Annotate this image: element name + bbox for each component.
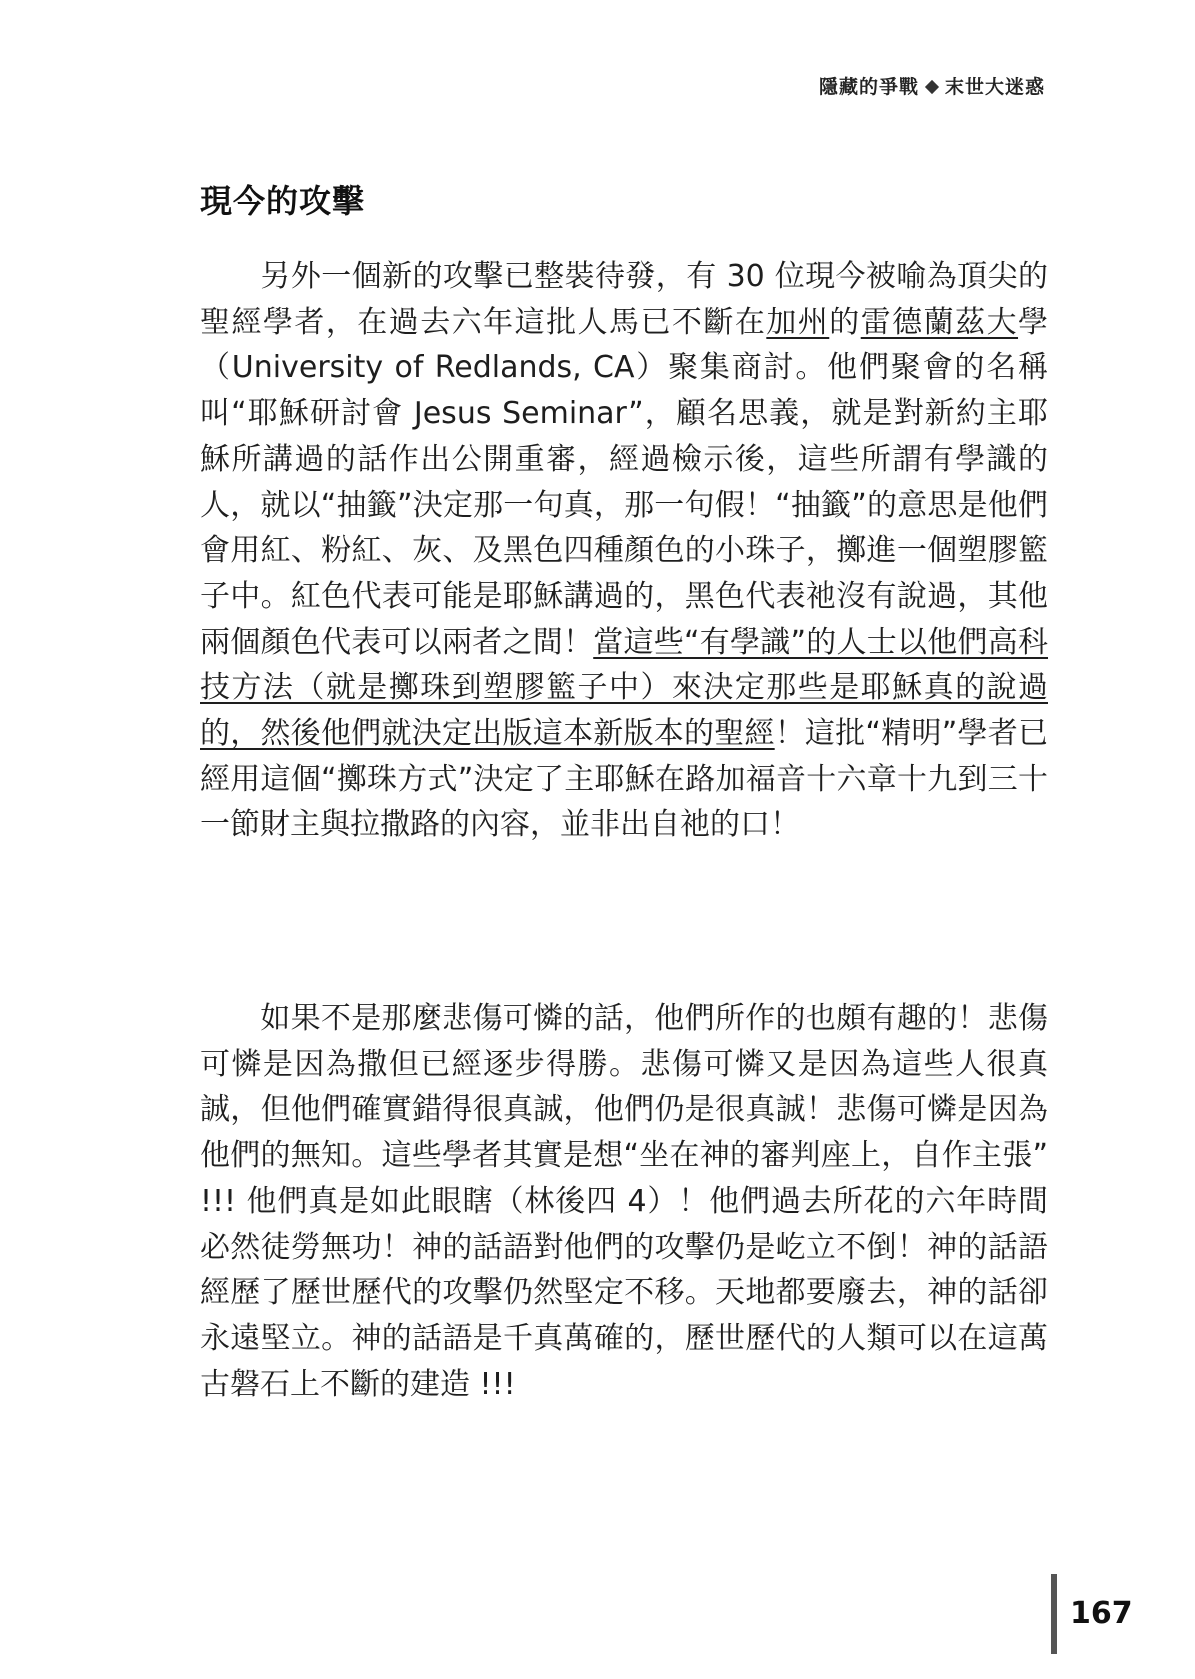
underlined-passage: 當這些“有學識”的人士以他們高科技方法（就是擲珠到塑膠籃子中）來決定那些是耶穌真的說過的，然後他們就決定出版這本新版本的聖經 (200, 624, 1049, 752)
running-header (819, 72, 1045, 99)
paragraph-2-text: 如果不是那麼悲傷可憐的話，他們所作的也頗有趣的！悲傷可憐是因為撒但已經逐步得勝。悲傷可憐又是因為這些人很真誠，但他們確實錯得很真誠，他們仍是很真誠！悲傷可憐是因為他們的無知。這些學者其實是想“坐在神的審判座上，自作主張” !!! 他們真是如此眼瞎（林後四 4）！他們過去所花的六年時間必然徒勞無功！神的話語對他們的攻擊仍是屹立不倒！神的話語經歷了歷世歷代的攻擊仍然堅定不移。天地都要廢去，神的話卻永遠堅立。神的話語是千真萬確的，歷世歷代的人類可以在這萬古磐石上不斷的建造 !!! (200, 1001, 1048, 1402)
paragraph-1-text-b: 的 (829, 304, 861, 340)
underlined-place-redlands: 雷德蘭茲大 (860, 304, 1019, 340)
book-title: 隱藏的爭戰 (818, 76, 919, 98)
paragraph-1 (200, 254, 1048, 848)
section-title: 現今的攻擊 (200, 182, 366, 220)
book-subtitle: 末世大迷惑 (944, 76, 1045, 98)
page-number-rule (1051, 1574, 1057, 1654)
page-number: 167 (1070, 1596, 1133, 1631)
paragraph-1-text-a: 另外一個新的攻擊已整裝待發，有 30 位現今被喻為頂尖的聖經學者，在過去六年這批人馬已不斷在 (200, 259, 1048, 340)
paragraph-2 (200, 996, 1048, 1407)
diamond-separator-icon (925, 79, 939, 93)
paragraph-1-text-d: ！這批“精明”學者已經用這個“擲珠方式”決定了主耶穌在路加福音十六章十九到三十一節財主與拉撒路的內容，並非出自祂的口！ (200, 716, 1048, 843)
underlined-place-california: 加州 (766, 304, 830, 340)
paragraph-1-text-c: 學（University of Redlands, CA）聚集商討。他們聚會的名稱叫“耶穌研討會 Jesus Seminar”，顧名思義，就是對新約主耶穌所講過的話作出公開重審，經過檢示後，這些所謂有學識的人，就以“抽籤”決定那一句真，那一句假！“抽籤”的意思是他們會用紅、粉紅、灰、及黑色四種顏色的小珠子，擲進一個塑膠籃子中。紅色代表可能是耶穌講過的，黑色代表祂沒有說過，其他兩個顏色代表可以兩者之間！ (200, 304, 1049, 660)
